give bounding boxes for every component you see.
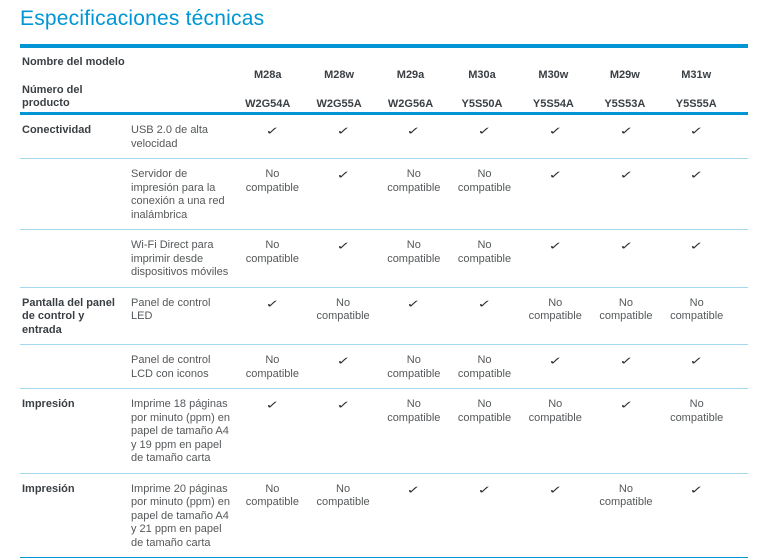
check-icon: ✓ xyxy=(618,354,634,367)
not-supported-label: No compatible xyxy=(387,168,441,194)
feature-cell: Panel de control LCD con iconos xyxy=(131,354,211,380)
not-supported-label: No compatible xyxy=(670,296,724,322)
check-icon: ✓ xyxy=(618,239,634,252)
supported-cell xyxy=(520,474,591,558)
not-supported-label: No compatible xyxy=(245,239,299,265)
model-column-header xyxy=(518,48,589,112)
feature-cell: Wi-Fi Direct para imprimir desde dispositivos móviles xyxy=(131,239,229,278)
not-supported-label: No compatible xyxy=(528,296,582,322)
category-cell: Pantalla del panel de control y entrada xyxy=(22,296,115,336)
model-column-header xyxy=(661,48,732,112)
not-supported-cell xyxy=(237,345,308,388)
category-cell: Conectividad xyxy=(22,124,92,136)
not-supported-label: No compatible xyxy=(457,398,512,424)
not-supported-cell xyxy=(308,288,379,345)
feature-cell: Imprime 20 páginas por minuto (ppm) en papel de tamaño A4 y 21 ppm en papel de tamaño carta xyxy=(131,482,231,549)
not-supported-label: No compatible xyxy=(457,168,512,194)
table-row xyxy=(20,473,748,558)
category-cell: Impresión xyxy=(22,398,75,410)
product-number: Y5S54A xyxy=(532,97,574,110)
supported-cell xyxy=(520,345,591,388)
not-supported-label: No compatible xyxy=(387,239,441,265)
model-name-header-label: Nombre del modelo xyxy=(22,56,125,68)
check-icon: ✓ xyxy=(689,482,704,496)
model-column-header xyxy=(446,48,517,112)
supported-cell xyxy=(308,115,379,158)
table-row xyxy=(20,388,748,473)
check-icon: ✓ xyxy=(265,398,280,411)
supported-cell xyxy=(591,115,662,158)
model-name: M28w xyxy=(324,69,355,81)
check-icon: ✓ xyxy=(618,398,634,411)
product-number: W2G55A xyxy=(316,97,362,110)
check-icon: ✓ xyxy=(548,124,563,137)
not-supported-cell xyxy=(661,288,732,345)
supported-cell xyxy=(449,474,520,558)
check-icon: ✓ xyxy=(477,296,492,310)
not-supported-cell xyxy=(237,230,308,287)
not-supported-cell xyxy=(449,159,520,229)
supported-cell xyxy=(661,345,732,388)
model-column-header xyxy=(303,48,374,112)
not-supported-label: No compatible xyxy=(387,354,441,380)
model-name: M28a xyxy=(253,69,282,81)
table-row xyxy=(20,158,748,229)
check-icon: ✓ xyxy=(477,482,492,496)
supported-cell xyxy=(308,345,379,388)
not-supported-cell xyxy=(237,159,308,229)
supported-cell xyxy=(449,115,520,158)
supported-cell xyxy=(661,159,732,229)
supported-cell xyxy=(591,389,662,473)
supported-cell xyxy=(661,474,732,558)
not-supported-cell xyxy=(520,389,591,473)
supported-cell xyxy=(237,115,308,158)
check-icon: ✓ xyxy=(265,296,280,310)
category-cell xyxy=(20,159,131,229)
supported-cell xyxy=(520,230,591,287)
model-name: M29w xyxy=(609,69,640,81)
table-row xyxy=(20,287,748,345)
check-icon: ✓ xyxy=(548,168,563,181)
check-icon: ✓ xyxy=(477,124,492,137)
table-body xyxy=(20,115,748,557)
product-number: Y5S55A xyxy=(675,97,717,110)
supported-cell xyxy=(308,159,379,229)
table-row xyxy=(20,115,748,158)
not-supported-label: No compatible xyxy=(670,398,724,424)
check-icon: ✓ xyxy=(335,239,351,252)
supported-cell xyxy=(591,230,662,287)
supported-cell xyxy=(661,115,732,158)
not-supported-cell xyxy=(378,345,449,388)
supported-cell xyxy=(237,288,308,345)
product-number: W2G54A xyxy=(245,97,291,110)
table-header-row xyxy=(20,48,748,112)
product-number: Y5S53A xyxy=(604,97,646,110)
page-title: Especificaciones técnicas xyxy=(20,7,265,30)
not-supported-label: No compatible xyxy=(387,398,441,424)
model-column-header xyxy=(232,48,303,112)
supported-cell xyxy=(237,389,308,473)
not-supported-label: No compatible xyxy=(245,168,299,194)
model-column-header xyxy=(589,48,660,112)
check-icon: ✓ xyxy=(335,354,351,367)
not-supported-cell xyxy=(591,288,662,345)
check-icon: ✓ xyxy=(335,124,351,137)
not-supported-cell xyxy=(378,230,449,287)
table-row xyxy=(20,344,748,388)
feature-cell: Servidor de impresión para la conexión a una red inalámbrica xyxy=(131,168,225,221)
check-icon: ✓ xyxy=(406,124,421,137)
supported-cell xyxy=(591,345,662,388)
feature-cell: Imprime 18 páginas por minuto (ppm) en papel de tamaño A4 y 19 ppm en papel de tamaño carta xyxy=(131,398,231,464)
not-supported-cell xyxy=(449,230,520,287)
not-supported-label: No compatible xyxy=(316,482,370,508)
check-icon: ✓ xyxy=(335,398,351,411)
supported-cell xyxy=(308,389,379,473)
not-supported-cell xyxy=(449,389,520,473)
header-labels xyxy=(20,48,232,112)
model-name: M30a xyxy=(468,69,496,81)
not-supported-label: No compatible xyxy=(599,296,653,322)
not-supported-label: No compatible xyxy=(528,398,582,424)
check-icon: ✓ xyxy=(406,296,421,310)
check-icon: ✓ xyxy=(689,168,704,181)
table-row xyxy=(20,229,748,287)
supported-cell xyxy=(591,159,662,229)
category-cell xyxy=(20,230,131,287)
not-supported-label: No compatible xyxy=(457,354,512,380)
not-supported-cell xyxy=(661,389,732,473)
check-icon: ✓ xyxy=(335,168,351,181)
not-supported-label: No compatible xyxy=(316,296,370,322)
product-number-header-label: Número del producto xyxy=(22,83,83,109)
not-supported-cell xyxy=(308,474,379,558)
check-icon: ✓ xyxy=(618,168,634,181)
check-icon: ✓ xyxy=(618,124,634,137)
supported-cell xyxy=(661,230,732,287)
check-icon: ✓ xyxy=(406,482,421,496)
check-icon: ✓ xyxy=(548,239,563,252)
supported-cell xyxy=(449,288,520,345)
feature-cell: USB 2.0 de alta velocidad xyxy=(131,124,209,150)
check-icon: ✓ xyxy=(689,239,704,252)
supported-cell xyxy=(308,230,379,287)
supported-cell xyxy=(520,159,591,229)
spec-table xyxy=(20,44,748,558)
not-supported-cell xyxy=(449,345,520,388)
supported-cell xyxy=(378,474,449,558)
not-supported-cell xyxy=(520,288,591,345)
not-supported-label: No compatible xyxy=(245,482,299,508)
model-name: M31w xyxy=(681,69,712,81)
not-supported-label: No compatible xyxy=(245,354,299,380)
check-icon: ✓ xyxy=(265,124,280,137)
not-supported-cell xyxy=(378,159,449,229)
not-supported-label: No compatible xyxy=(599,482,653,508)
category-cell xyxy=(20,345,131,388)
not-supported-cell xyxy=(237,474,308,558)
product-number: W2G56A xyxy=(387,97,434,110)
supported-cell xyxy=(378,288,449,345)
feature-cell: Panel de control LED xyxy=(131,296,211,322)
category-cell: Impresión xyxy=(22,482,75,495)
product-number: Y5S50A xyxy=(461,97,503,110)
model-name: M29a xyxy=(396,69,425,81)
check-icon: ✓ xyxy=(548,354,563,367)
model-name: M30w xyxy=(538,69,569,81)
not-supported-cell xyxy=(591,474,662,558)
check-icon: ✓ xyxy=(689,354,704,367)
not-supported-cell xyxy=(378,389,449,473)
check-icon: ✓ xyxy=(548,482,563,496)
not-supported-label: No compatible xyxy=(457,239,512,265)
supported-cell xyxy=(520,115,591,158)
check-icon: ✓ xyxy=(689,124,704,137)
model-column-header xyxy=(375,48,446,112)
supported-cell xyxy=(378,115,449,158)
